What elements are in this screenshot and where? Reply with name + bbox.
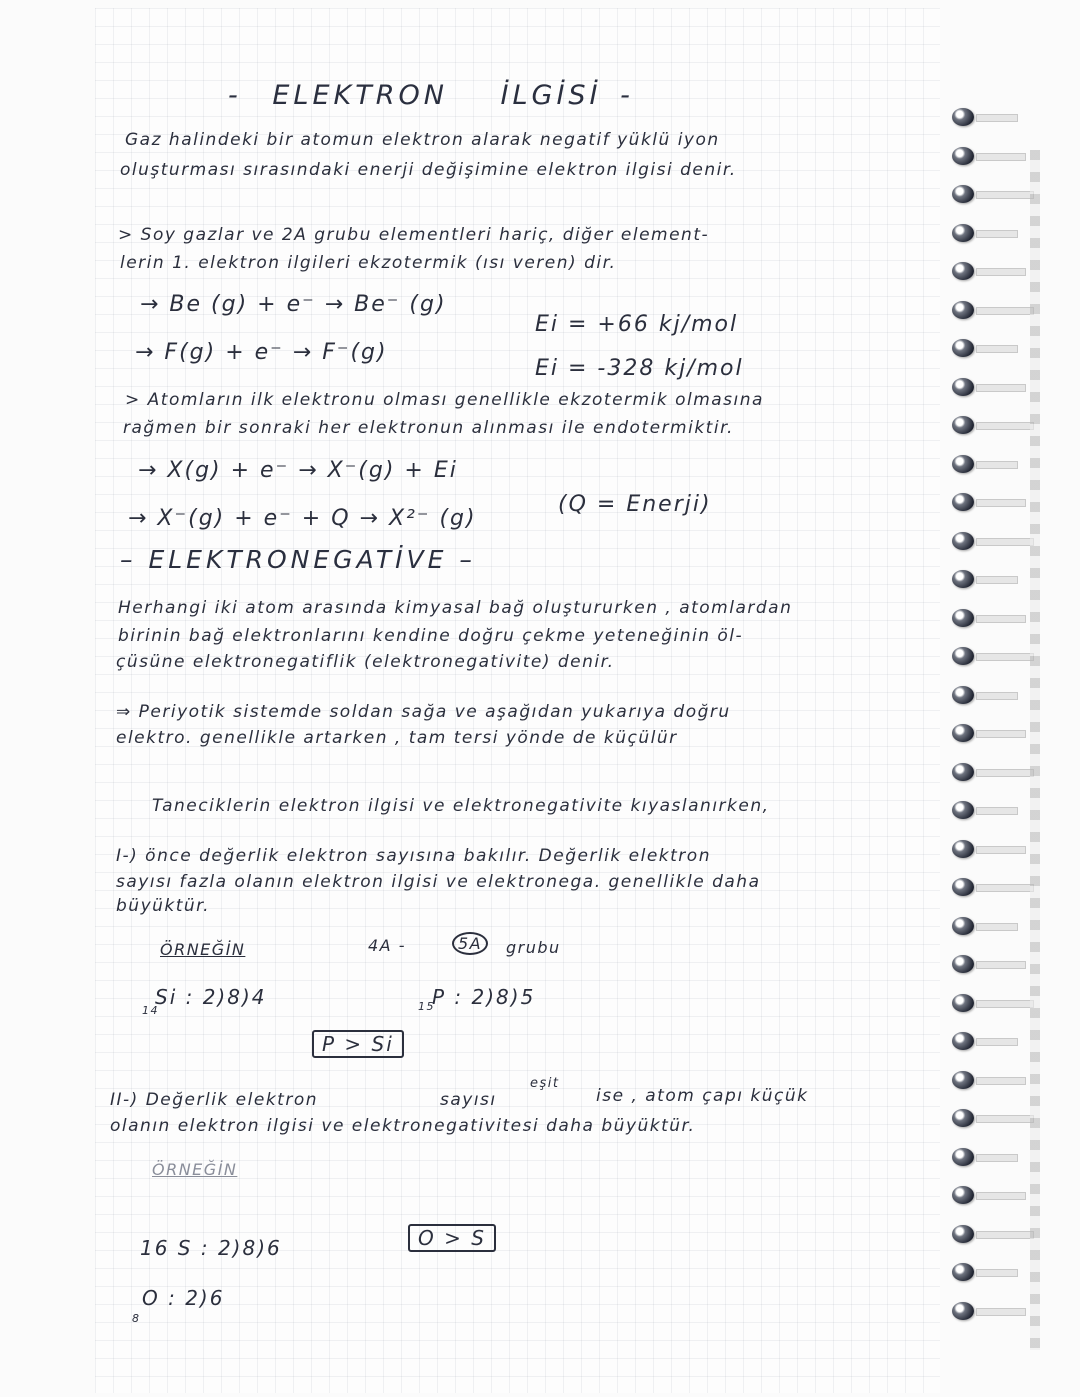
- rule-2-line-1b: sayısı: [440, 1090, 497, 1110]
- note-line-1: > Atomların ilk elektronu olması genellikle ekzotermik olmasına: [125, 390, 764, 410]
- example-1-grubu: grubu: [506, 938, 561, 957]
- spiral-ring-wire: [976, 692, 1018, 700]
- spiral-ring: [952, 1109, 974, 1127]
- spiral-ring-wire: [976, 576, 1018, 584]
- spiral-ring-wire: [976, 1308, 1026, 1316]
- spiral-ring-wire: [976, 1077, 1026, 1085]
- energy-f: Ei = -328 kj/mol: [535, 356, 744, 381]
- section-title-electronegativity: – ELEKTRONEGATİVE –: [120, 545, 476, 574]
- spiral-ring-wire: [976, 884, 1034, 892]
- spiral-ring: [952, 1032, 974, 1050]
- spiral-ring: [952, 917, 974, 935]
- spiral-ring: [952, 1071, 974, 1089]
- example-2-label: ÖRNEĞİN: [152, 1160, 238, 1179]
- spiral-ring-wire: [976, 191, 1034, 199]
- spiral-ring-wire: [976, 846, 1026, 854]
- energy-be: Ei = +66 kj/mol: [535, 312, 739, 337]
- o-configuration: O : 2)6: [142, 1286, 225, 1310]
- si-configuration: Si : 2)8)4: [155, 985, 267, 1009]
- spiral-ring-wire: [976, 268, 1026, 276]
- spiral-ring-wire: [976, 499, 1026, 507]
- spiral-ring: [952, 224, 974, 242]
- s-configuration: 16 S : 2)8)6: [140, 1236, 282, 1260]
- note-line-2: rağmen bir sonraki her elektronun alınması ile endotermiktir.: [123, 418, 734, 438]
- spiral-ring: [952, 686, 974, 704]
- rule-2-line-2: olanın elektron ilgisi ve elektronegativitesi daha büyüktür.: [110, 1116, 696, 1136]
- spiral-ring: [952, 455, 974, 473]
- spiral-ring: [952, 378, 974, 396]
- spiral-ring-wire: [976, 769, 1034, 777]
- example-1-label: ÖRNEĞİN: [160, 940, 246, 959]
- spiral-ring: [952, 185, 974, 203]
- spiral-ring: [952, 570, 974, 588]
- spiral-ring-wire: [976, 114, 1018, 122]
- spiral-ring: [952, 1186, 974, 1204]
- electroneg-line-2: birinin bağ elektronlarını kendine doğru çekme yeteneğinin öl-: [118, 626, 744, 646]
- spiral-ring: [952, 532, 974, 550]
- example-1-result: P > Si: [312, 1030, 404, 1058]
- equation-x2: → X⁻(g) + e⁻ + Q → X²⁻ (g): [128, 506, 477, 531]
- spiral-ring-wire: [976, 730, 1026, 738]
- spiral-ring: [952, 801, 974, 819]
- trend-line-2: elektro. genellikle artarken , tam tersi yönde de küçülür: [116, 728, 678, 748]
- example-1-group-4a: 4A -: [368, 936, 406, 955]
- spiral-ring: [952, 1225, 974, 1243]
- comparison-intro: Taneciklerin elektron ilgisi ve elektronegativite kıyaslanırken,: [152, 796, 770, 816]
- rule-1-line-1: I-) önce değerlik elektron sayısına bakılır. Değerlik elektron: [116, 846, 711, 866]
- spiral-ring-wire: [976, 961, 1026, 969]
- spiral-ring-wire: [976, 1000, 1034, 1008]
- spiral-ring-wire: [976, 461, 1018, 469]
- p-atomic-number: 15: [418, 1000, 435, 1013]
- spiral-binding: [942, 0, 1080, 1397]
- spiral-ring-wire: [976, 1038, 1018, 1046]
- spiral-ring-wire: [976, 230, 1018, 238]
- spiral-ring-wire: [976, 615, 1026, 623]
- spiral-ring-wire: [976, 923, 1018, 931]
- trend-line-1: ⇒ Periyotik sistemde soldan sağa ve aşağıdan yukarıya doğru: [116, 702, 731, 722]
- notebook-page: [95, 8, 940, 1393]
- energy-note: (Q = Enerji): [558, 492, 712, 517]
- spiral-ring: [952, 878, 974, 896]
- page-edge: [1030, 150, 1040, 1350]
- rule-2-esit: eşit: [530, 1076, 560, 1091]
- spiral-ring: [952, 724, 974, 742]
- si-atomic-number: 14: [142, 1004, 159, 1017]
- spiral-ring-wire: [976, 653, 1034, 661]
- spiral-ring: [952, 955, 974, 973]
- definition-line-2: oluşturması sırasındaki enerji değişimine elektron ilgisi denir.: [120, 160, 737, 180]
- electroneg-line-3: çüsüne elektronegatiflik (elektronegativite) denir.: [116, 652, 615, 672]
- spiral-ring: [952, 1148, 974, 1166]
- spiral-ring-wire: [976, 1154, 1018, 1162]
- example-1-group-5a: 5A: [452, 932, 488, 955]
- spiral-ring-wire: [976, 1269, 1018, 1277]
- equation-f: → F(g) + e⁻ → F⁻(g): [135, 340, 388, 365]
- spiral-ring-wire: [976, 307, 1034, 315]
- spiral-ring: [952, 262, 974, 280]
- spiral-ring: [952, 840, 974, 858]
- rule-1-line-2: sayısı fazla olanın elektron ilgisi ve elektronega. genellikle daha: [116, 872, 761, 892]
- spiral-ring: [952, 108, 974, 126]
- spiral-ring-wire: [976, 345, 1018, 353]
- spiral-ring: [952, 1263, 974, 1281]
- rule-2-line-1c: ise , atom çapı küçük: [596, 1086, 809, 1106]
- spiral-ring: [952, 339, 974, 357]
- o-atomic-number: 8: [132, 1312, 141, 1325]
- spiral-ring: [952, 416, 974, 434]
- definition-line-1: Gaz halindeki bir atomun elektron alarak negatif yüklü iyon: [125, 130, 720, 150]
- spiral-ring-wire: [976, 384, 1026, 392]
- spiral-ring: [952, 647, 974, 665]
- page-title: - ELEKTRON İLGİSİ -: [228, 80, 634, 111]
- spiral-ring-wire: [976, 1192, 1026, 1200]
- spiral-ring: [952, 994, 974, 1012]
- equation-be: → Be (g) + e⁻ → Be⁻ (g): [140, 292, 447, 317]
- spiral-ring: [952, 1302, 974, 1320]
- spiral-ring-wire: [976, 153, 1026, 161]
- p-configuration: P : 2)8)5: [432, 985, 536, 1009]
- spiral-ring-wire: [976, 422, 1034, 430]
- spiral-ring: [952, 609, 974, 627]
- spiral-ring: [952, 493, 974, 511]
- spiral-ring-wire: [976, 1115, 1034, 1123]
- spiral-ring: [952, 147, 974, 165]
- exception-line-1: > Soy gazlar ve 2A grubu elementleri hariç, diğer element-: [118, 225, 710, 245]
- example-2-result: O > S: [408, 1224, 496, 1252]
- spiral-ring: [952, 301, 974, 319]
- exception-line-2: lerin 1. elektron ilgileri ekzotermik (ısı veren) dir.: [120, 253, 617, 273]
- rule-2-line-1a: II-) Değerlik elektron: [110, 1090, 318, 1110]
- rule-1-line-3: büyüktür.: [116, 896, 211, 916]
- equation-x1: → X(g) + e⁻ → X⁻(g) + Ei: [138, 458, 458, 483]
- spiral-ring: [952, 763, 974, 781]
- spiral-ring-wire: [976, 807, 1018, 815]
- spiral-ring-wire: [976, 1231, 1034, 1239]
- spiral-ring-wire: [976, 538, 1034, 546]
- electroneg-line-1: Herhangi iki atom arasında kimyasal bağ oluştururken , atomlardan: [118, 598, 793, 618]
